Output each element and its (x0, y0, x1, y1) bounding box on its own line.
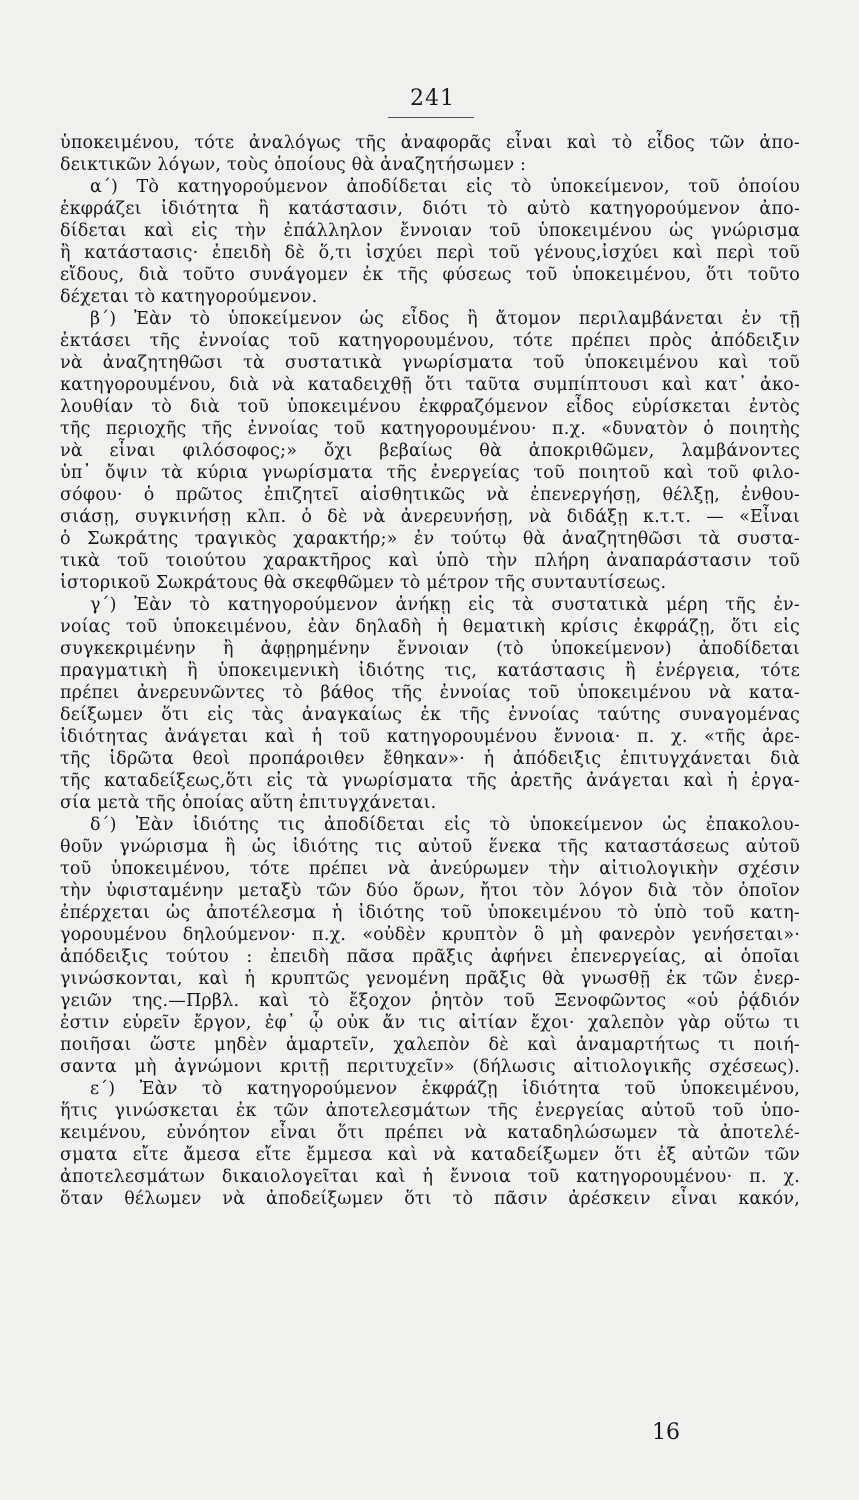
text-line: ἀποτελεσμάτων δικαιολογεῖται καὶ ἡ ἔννοια τοῦ κατηγορουμένου· π. χ. (60, 1167, 800, 1187)
text-line: δίδεται καὶ εἰς τὴν ἐπάλληλον ἔννοιαν τοῦ ὑποκειμένου ὡς γνώρισμα (60, 221, 800, 241)
text-line: τικὰ τοῦ τοιούτου χαρακτῆρος καὶ ὑπὸ τὴν πλήρη ἀναπαράστασιν τοῦ (60, 551, 800, 571)
text-line: σματα εἴτε ἄμεσα εἴτε ἔμμεσα καὶ νὰ καταδείξωμεν ὅτι ἐξ αὐτῶν τῶν (60, 1145, 800, 1165)
text-line: ἐπέρχεται ὡς ἀποτέλεσμα ἡ ἰδιότης τοῦ ὑποκειμένου τὸ ὑπὸ τοῦ κατη- (60, 903, 800, 923)
text-line: σιάσῃ, συγκινήσῃ κλπ. ὁ δὲ νὰ ἀνερευνήσῃ, νὰ διδάξῃ κ.τ.τ. — «Εἶναι (60, 507, 800, 527)
text-line: ἰδιότητας ἀνάγεται καὶ ἡ τοῦ κατηγορουμένου ἔννοια· π. χ. «τῆς ἀρε- (60, 727, 800, 747)
text-line: πρέπει ἀνερευνῶντες τὸ βάθος τῆς ἐννοίας τοῦ ὑποκειμένου νὰ κατα- (60, 683, 800, 703)
text-line: ποιῆσαι ὥστε μηδὲν ἁμαρτεῖν, χαλεπὸν δὲ καὶ ἀναμαρτήτως τι ποιή- (60, 1035, 800, 1055)
header-rule (388, 117, 474, 118)
text-line: σία μετὰ τῆς ὁποίας αὕτη ἐπιτυγχάνεται. (60, 793, 437, 813)
text-line: ὅταν θέλωμεν νὰ ἀποδείξωμεν ὅτι τὸ πᾶσιν ἀρέσκειν εἶναι κακόν, (60, 1189, 800, 1209)
text-line: εἴδους, διὰ τοῦτο συνάγομεν ἐκ τῆς φύσεως τοῦ ὑποκειμένου, ὅτι τοῦτο (60, 265, 800, 285)
text-line: συγκεκριμένην ἢ ἀφῃρημένην ἔννοιαν (τὸ ὑποκείμενον) ἀποδίδεται (60, 639, 800, 659)
page-number: 241 (410, 86, 455, 111)
text-line: τῆς περιοχῆς τῆς ἐννοίας τοῦ κατηγορουμένου· π.χ. «δυνατὸν ὁ ποιητὴς (60, 419, 800, 439)
text-line: τοῦ ὑποκειμένου, τότε πρέπει νὰ ἀνεύρωμεν τὴν αἰτιολογικὴν σχέσιν (60, 859, 800, 879)
text-line: ἢ κατάστασις· ἐπειδὴ δὲ ὅ,τι ἰσχύει περὶ τοῦ γένους,ἰσχύει καὶ περὶ τοῦ (60, 243, 800, 263)
text-line: ἐστιν εὑρεῖν ἔργον, ἐφ᾽ ᾧ οὐκ ἄν τις αἰτίαν ἔχοι· χαλεπὸν γὰρ οὕτω τι (60, 1013, 800, 1033)
text-line: λουθίαν τὸ διὰ τοῦ ὑποκειμένου ἐκφραζόμενον εἶδος εὑρίσκεται ἐντὸς (60, 397, 800, 417)
text-line: ε΄) Ἐὰν τὸ κατηγορούμενον ἐκφράζῃ ἰδιότητα τοῦ ὑποκειμένου, (90, 1079, 800, 1099)
text-line: δείξωμεν ὅτι εἰς τὰς ἀναγκαίως ἐκ τῆς ἐννοίας ταύτης συναγομένας (60, 705, 800, 725)
text-line: γορουμένου δηλούμενον· π.χ. «οὐδὲν κρυπτὸν ὃ μὴ φανερὸν γενήσεται»· (60, 925, 800, 945)
text-line: ἐκφράζει ἰδιότητα ἢ κατάστασιν, διότι τὸ αὐτὸ κατηγορούμενον ἀπο- (60, 199, 800, 219)
text-line: τῆς ἱδρῶτα θεοὶ προπάροιθεν ἔθηκαν»· ἡ ἀπόδειξις ἐπιτυγχάνεται διὰ (60, 749, 800, 769)
text-line: πραγματικὴ ἢ ὑποκειμενικὴ ἰδιότης τις, κατάστασις ἢ ἐνέργεια, τότε (60, 661, 800, 681)
text-line: ἥτις γινώσκεται ἐκ τῶν ἀποτελεσμάτων τῆς ἐνεργείας αὐτοῦ τοῦ ὑπο- (60, 1101, 800, 1121)
text-line: θοῦν γνώρισμα ἢ ὡς ἰδιότης τις αὐτοῦ ἕνεκα τῆς καταστάσεως αὐτοῦ (60, 837, 800, 857)
text-line: γειῶν της.—Πρβλ. καὶ τὸ ἔξοχον ῥητὸν τοῦ Ξενοφῶντος «οὐ ῥᾴδιόν (60, 991, 800, 1011)
text-line: γ΄) Ἐὰν τὸ κατηγορούμενον ἀνήκῃ εἰς τὰ συστατικὰ μέρη τῆς ἐν- (90, 595, 800, 615)
text-line: ἱστορικοῦ Σωκράτους θὰ σκεφθῶμεν τὸ μέτρον τῆς συνταυτίσεως. (60, 573, 667, 593)
text-line: δεικτικῶν λόγων, τοὺς ὁποίους θὰ ἀναζητήσωμεν : (60, 155, 527, 175)
text-line: σαντα μὴ ἀγνώμονι κριτῇ περιτυχεῖν» (δήλωσις αἰτιολογικῆς σχέσεως). (60, 1057, 800, 1077)
text-line: σόφου· ὁ πρῶτος ἐπιζητεῖ αἰσθητικῶς νὰ ἐπενεργήσῃ, θέλξῃ, ἐνθου- (60, 485, 800, 505)
text-line: ὑπ᾽ ὄψιν τὰ κύρια γνωρίσματα τῆς ἐνεργείας τοῦ ποιητοῦ καὶ τοῦ φιλο- (60, 463, 800, 483)
text-line: νὰ ἀναζητηθῶσι τὰ συστατικὰ γνωρίσματα τοῦ ὑποκειμένου καὶ τοῦ (60, 353, 800, 373)
text-line: ὁ Σωκράτης τραγικὸς χαρακτήρ;» ἐν τούτῳ θὰ ἀναζητηθῶσι τὰ συστα- (60, 529, 800, 549)
text-line: δέχεται τὸ κατηγορούμενον. (60, 287, 318, 307)
text-line: γινώσκονται, καὶ ἡ κρυπτῶς γενομένη πρᾶξις θὰ γνωσθῇ ἐκ τῶν ἐνερ- (60, 969, 800, 989)
text-line: ὑποκειμένου, τότε ἀναλόγως τῆς ἀναφορᾶς εἶναι καὶ τὸ εἶδος τῶν ἀπο- (60, 133, 800, 153)
text-line: κειμένου, εὐνόητον εἶναι ὅτι πρέπει νὰ καταδηλώσωμεν τὰ ἀποτελέ- (60, 1123, 800, 1143)
text-line: τὴν ὑφισταμένην μεταξὺ τῶν δύο ὅρων, ἤτοι τὸν λόγον διὰ τὸν ὁποῖον (60, 881, 800, 901)
text-line: ἀπόδειξις τούτου : ἐπειδὴ πᾶσα πρᾶξις ἀφήνει ἐπενεργείας, αἱ ὁποῖαι (60, 947, 800, 967)
text-line: κατηγορουμένου, διὰ νὰ καταδειχθῇ ὅτι ταῦτα συμπίπτουσι καὶ κατ᾽ ἀκο- (60, 375, 800, 395)
text-line: α΄) Τὸ κατηγορούμενον ἀποδίδεται εἰς τὸ ὑποκείμενον, τοῦ ὁποίου (90, 177, 800, 197)
body-text (60, 132, 800, 1210)
text-line: νοίας τοῦ ὑποκειμένου, ἐὰν δηλαδὴ ἡ θεματικὴ κρίσις ἐκφράζῃ, ὅτι εἰς (60, 617, 800, 637)
text-line: ἐκτάσει τῆς ἐννοίας τοῦ κατηγορουμένου, τότε πρέπει πρὸς ἀπόδειξιν (60, 331, 800, 351)
text-line: τῆς καταδείξεως,ὅτι εἰς τὰ γνωρίσματα τῆς ἀρετῆς ἀνάγεται καὶ ἡ ἐργα- (60, 771, 800, 791)
signature-mark: 16 (652, 1420, 680, 1445)
text-line: νὰ εἶναι φιλόσοφος;» ὄχι βεβαίως θὰ ἀποκριθῶμεν, λαμβάνοντες (60, 441, 800, 461)
text-line: δ΄) Ἐὰν ἰδιότης τις ἀποδίδεται εἰς τὸ ὑποκείμενον ὡς ἐπακολου- (90, 815, 800, 835)
text-line: β΄) Ἐὰν τὸ ὑποκείμενον ὡς εἶδος ἢ ἄτομον περιλαμβάνεται ἐν τῇ (90, 309, 800, 329)
